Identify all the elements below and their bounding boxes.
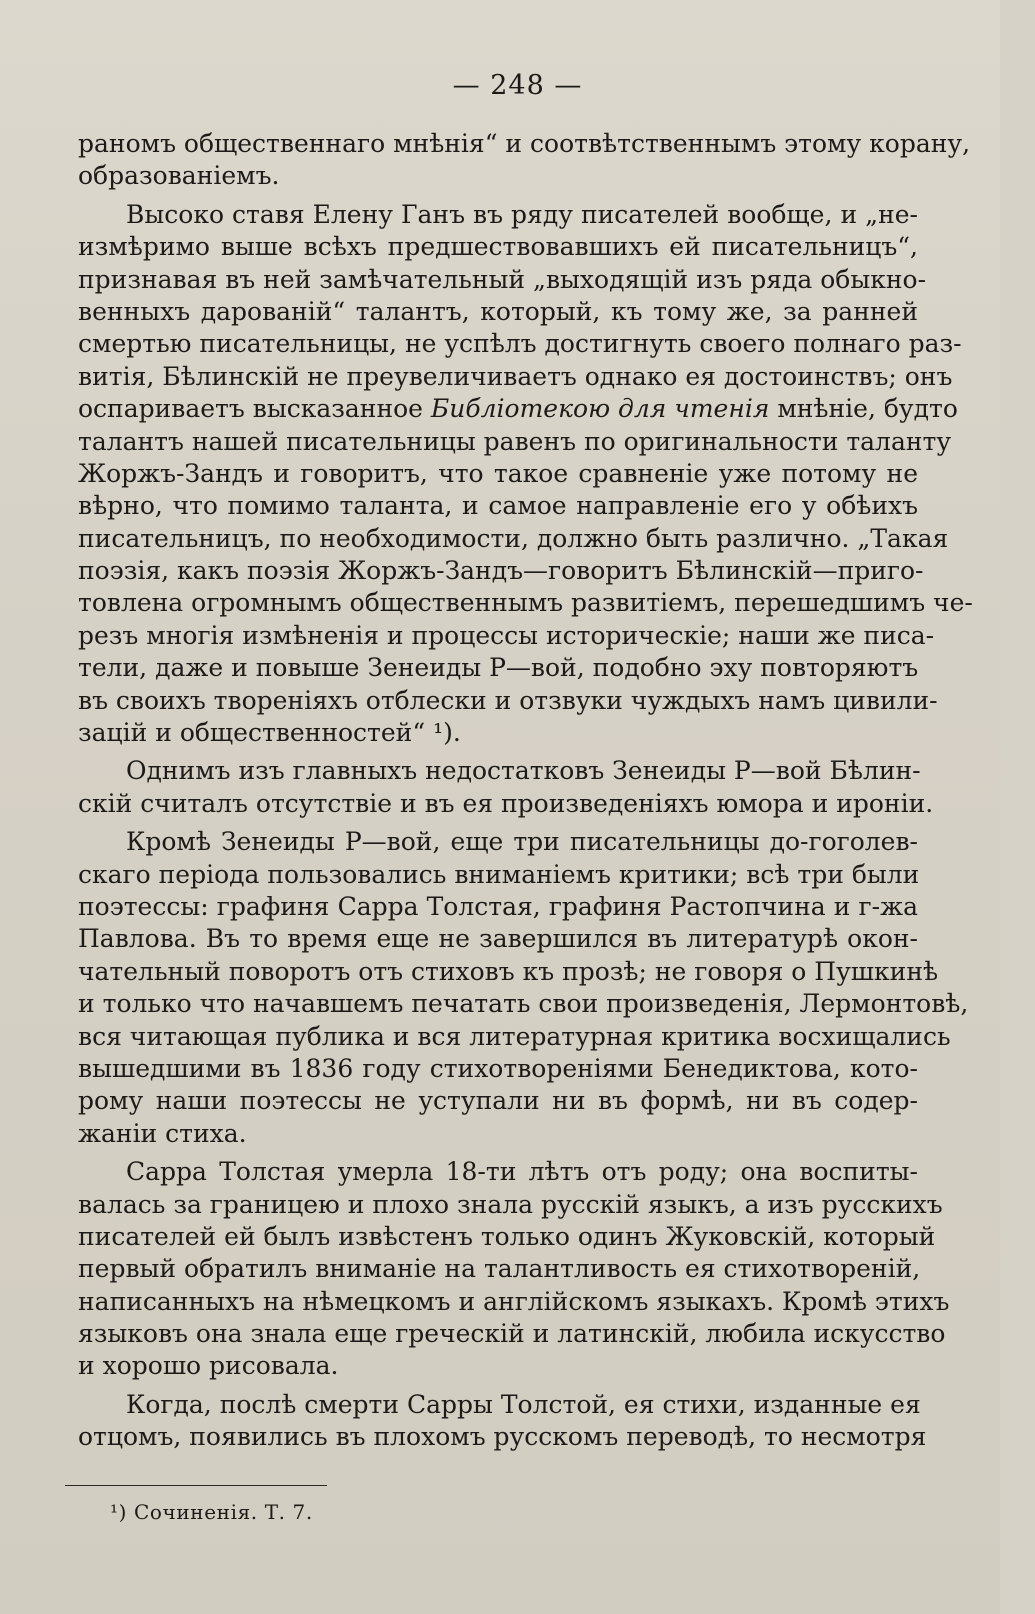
text-line: зацій и общественностей“ ¹).	[78, 718, 461, 748]
text-line: измѣримо выше всѣхъ предшествовавшихъ ей писательницъ“,	[78, 232, 918, 262]
text-line: смертью писательницы, не успѣлъ достигнуть своего полнаго раз-	[78, 329, 962, 359]
text-line: Когда, послѣ смерти Сарры Толстой, ея стихи, изданные ея	[126, 1389, 921, 1419]
text-line: чательный поворотъ отъ стиховъ къ прозѣ; не говоря о Пушкинѣ	[78, 956, 939, 986]
text-line: товлена огромнымъ общественнымъ развитіемъ, перешедшимъ че-	[78, 588, 973, 618]
text-line: отцомъ, появились въ плохомъ русскомъ переводѣ, то несмотря	[78, 1422, 927, 1452]
paragraph	[78, 1389, 927, 1454]
text-line: Кромѣ Зенеиды Р—вой, еще три писательницы до-гоголев-	[126, 827, 918, 857]
text-line: венныхъ дарованій“ талантъ, который, къ тому же, за ранней	[78, 296, 918, 326]
text-line: валась за границею и плохо знала русскій языкъ, а изъ русскихъ	[78, 1189, 943, 1219]
page-number: — 248 —	[452, 70, 583, 101]
text-line: признавая въ ней замѣчательный „выходящій изъ ряда обыкно-	[78, 264, 927, 294]
text-line: резъ многія измѣненія и процессы историческіе; наши же писа-	[78, 620, 935, 650]
text-line: поэзія, какъ поэзія Жоржъ-Зандъ—говоритъ Бѣлинскій—приго-	[78, 556, 924, 586]
paragraph	[78, 128, 971, 193]
text-line: первый обратилъ вниманіе на талантливость ея стихотвореній,	[78, 1254, 921, 1284]
text-line: тели, даже и повыше Зенеиды Р—вой, подобно эху повторяютъ	[78, 653, 919, 683]
paragraph	[78, 1156, 950, 1383]
text-line: въ своихъ твореніяхъ отблески и отзвуки чуждыхъ намъ цивили-	[78, 685, 938, 715]
text-line: образованіемъ.	[78, 161, 280, 191]
paragraph	[78, 826, 969, 1150]
text-line: поэтессы: графиня Сарра Толстая, графиня Растопчина и г-жа	[78, 891, 918, 921]
text-line: вѣрно, что помимо таланта, и самое направленіе его у обѣихъ	[78, 491, 918, 521]
text-line: Жоржъ-Зандъ и говоритъ, что такое сравненіе уже потому не	[78, 458, 918, 488]
text-line: рому наши поэтессы не уступали ни въ формѣ, ни въ содер-	[78, 1086, 918, 1116]
paragraph	[78, 755, 934, 820]
text-line: жаніи стиха.	[78, 1118, 247, 1148]
footnote-divider	[65, 1485, 327, 1486]
text-line: Однимъ изъ главныхъ недостатковъ Зенеиды Р—вой Бѣлин-	[126, 756, 921, 786]
journal-title: Библіотекою для чтенія	[430, 394, 770, 424]
text-line: Высоко ставя Елену Ганъ въ ряду писателей вообще, и „не-	[126, 199, 918, 229]
text-line: вышедшими въ 1836 году стихотвореніями Бенедиктова, кото-	[78, 1053, 918, 1083]
text-line: талантъ нашей писательницы равенъ по оригинальности таланту	[78, 426, 952, 456]
text-line: и хорошо рисовала.	[78, 1351, 339, 1381]
paragraph	[78, 199, 973, 750]
text-line: раномъ общественнаго мнѣнія“ и соотвѣтственнымъ этому корану,	[78, 129, 971, 158]
text-line: Павлова. Въ то время еще не завершился въ литературѣ окон-	[78, 924, 918, 954]
text-line: скаго періода пользовались вниманіемъ критики; всѣ три были	[78, 859, 920, 889]
text-line: витія, Бѣлинскій не преувеличиваетъ однако ея достоинствъ; онъ	[78, 361, 953, 391]
footnote: ¹) Сочиненія. Т. 7.	[110, 1500, 313, 1524]
text-line: и только что начавшемъ печатать свои произведенія, Лермонтовѣ,	[78, 989, 969, 1019]
text-line: Сарра Толстая умерла 18-ти лѣтъ отъ роду; она воспиты-	[126, 1157, 918, 1187]
text-line: вся читающая публика и вся литературная критика восхищались	[78, 1021, 951, 1051]
text-line: скій считалъ отсутствіе и въ ея произведеніяхъ юмора и ироніи.	[78, 788, 934, 818]
text-line: писателей ей былъ извѣстенъ только одинъ Жуковскій, который	[78, 1221, 936, 1251]
text-line: писательницъ, по необходимости, должно быть различно. „Такая	[78, 523, 949, 553]
body-text	[78, 128, 973, 1454]
text-line: написанныхъ на нѣмецкомъ и англійскомъ языкахъ. Кромѣ этихъ	[78, 1286, 950, 1316]
text-line: оспариваетъ высказанное Библіотекою для чтенія мнѣніе, будто	[78, 394, 958, 424]
text-line: языковъ она знала еще греческій и латинскій, любила искусство	[78, 1319, 946, 1349]
